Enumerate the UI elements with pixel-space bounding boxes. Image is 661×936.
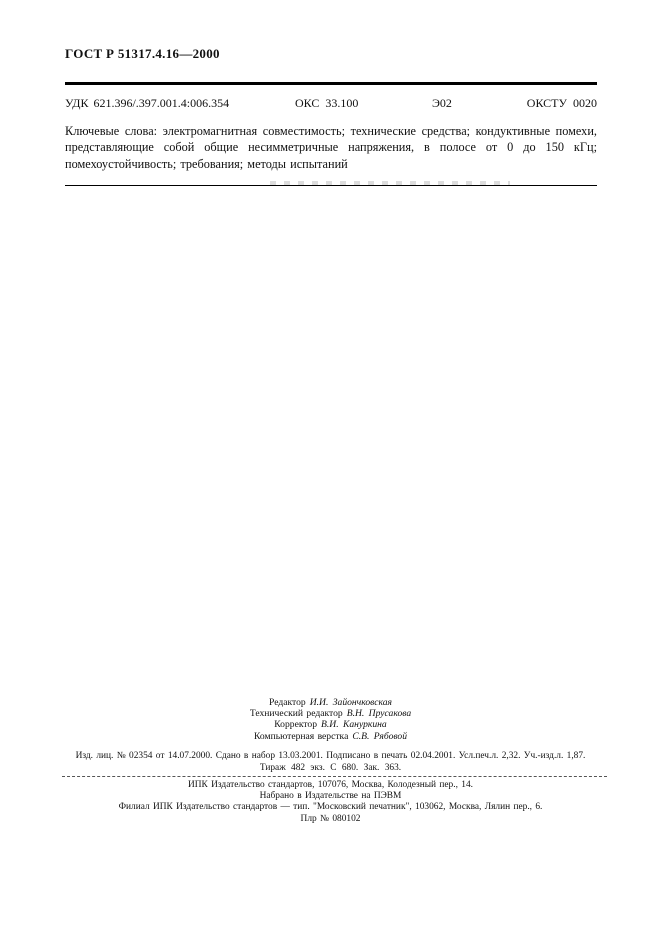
license-number-line: Плр № 080102 xyxy=(300,813,361,824)
printer-address-line: Филиал ИПК Издательство стандартов — тип. "Московский печатник", 103062, Москва, Лялин пер., 6. xyxy=(118,802,543,813)
staff-role: Компьютерная верстка xyxy=(253,730,349,742)
udk-code: УДК 621.396/.397.001.4:006.354 xyxy=(65,96,230,110)
staff-role: Редактор xyxy=(269,697,306,708)
separator-rule xyxy=(65,185,597,186)
keywords-paragraph: Ключевые слова: электромагнитная совместимость; технические средства; кондуктивные помехи, представляющие собой общие несимметричные напряжения, в полосе от 0 до 150 кГц; помехоустойчивость; требования; методы испытаний xyxy=(65,124,597,171)
staff-name: В.Н. Прусакова xyxy=(346,708,412,720)
print-run-line-1: Изд. лиц. № 02354 от 14.07.2000. Сдано в набор 13.03.2001. Подписано в печать 02.04.2001. Усл.печ.л. 2,32. Уч.-изд.л. 1,87. xyxy=(75,751,586,761)
publisher-address-line: ИПК Издательство стандартов, 107076, Москва, Колодезный пер., 14. xyxy=(187,780,473,790)
colophon-staff-block xyxy=(0,697,661,742)
staff-line-layout xyxy=(0,731,661,742)
staff-line-proofreader xyxy=(0,719,661,730)
classification-line xyxy=(65,96,597,112)
okstu-code: ОКСТУ 0020 xyxy=(526,96,597,110)
print-run-line-2: Тираж 482 экз. С 680. Зак. 363. xyxy=(259,763,402,773)
staff-name: И.И. Зайончковская xyxy=(309,697,392,708)
staff-line-editor xyxy=(0,697,661,708)
typeset-note-line: Набрано в Издательстве на ПЭВМ xyxy=(259,791,402,802)
dashed-divider xyxy=(62,776,607,777)
staff-name: В.И. Кануркина xyxy=(321,719,387,731)
oks-code: ОКС 33.100 xyxy=(295,96,359,110)
staff-name: С.В. Рябовой xyxy=(352,730,408,742)
publisher-block xyxy=(0,780,661,825)
staff-line-tech-editor xyxy=(0,708,661,719)
header-rule xyxy=(65,82,597,85)
scan-artifact xyxy=(270,181,510,185)
staff-role: Корректор xyxy=(274,719,318,731)
doc-code-header: ГОСТ Р 51317.4.16—2000 xyxy=(65,46,220,61)
staff-role: Технический редактор xyxy=(249,708,343,720)
e-class-code: Э02 xyxy=(432,96,452,110)
